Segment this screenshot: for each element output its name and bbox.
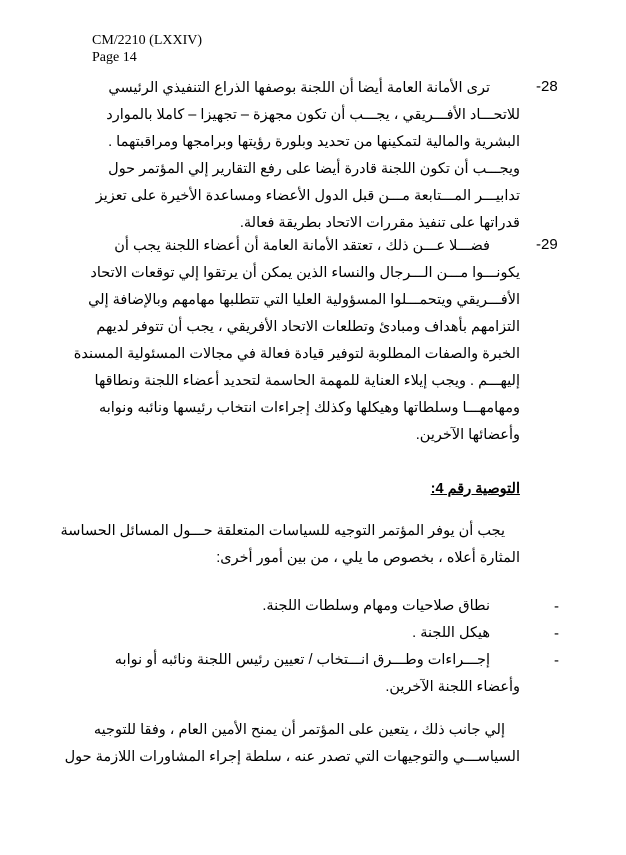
para29-line: الخبرة والصفات المطلوبة لتوفير قيادة فعالة في مجالات المسئولية المسندة <box>73 346 520 362</box>
bullet-item-continuation: وأعضاء اللجنة الآخرين. <box>385 679 520 695</box>
paragraph-number-29: -29 <box>536 236 558 253</box>
recommendation-heading: التوصية رقم 4: <box>430 481 520 497</box>
para29-line: يكونـــوا مـــن الـــرجال والنساء الذين يمكن أن يرتقوا إلي توقعات الاتحاد <box>90 265 520 281</box>
bullet-item: هيكل اللجنة . <box>412 625 490 641</box>
paragraph-number-28: -28 <box>536 78 558 95</box>
para29-line: ومهامهـــا وسلطاتها وهيكلها وكذلك إجراءات انتخاب رئيسها ونائبه ونوابه <box>98 400 520 416</box>
para28-line: للاتحـــاد الأفـــريقي ، يجـــب أن تكون مجهزة – تجهيزا – كاملا بالموارد <box>106 107 520 123</box>
document-reference: CM/2210 (LXXIV) <box>92 33 203 48</box>
recommendation-intro-line: المثارة أعلاه ، بخصوص ما يلي ، من بين أمور أخرى: <box>216 550 520 566</box>
para28-line: ترى الأمانة العامة أيضا أن اللجنة بوصفها الذراع التنفيذي الرئيسي <box>108 80 490 96</box>
closing-line: السياســـي والتوجيهات التي تصدر عنه ، سلطة إجراء المشاورات اللازمة حول <box>64 749 520 765</box>
para29-line: فضـــلا عـــن ذلك ، تعتقد الأمانة العامة أن أعضاء اللجنة يجب أن <box>114 238 490 254</box>
bullet-item: نطاق صلاحيات ومهام وسلطات اللجنة. <box>262 598 490 614</box>
para29-line: وأعضائها الآخرين. <box>415 427 520 443</box>
para29-line: إليهـــم . ويجب إيلاء العناية للمهمة الحاسمة لتحديد أعضاء اللجنة ونطاقها <box>94 373 520 389</box>
para29-line: الأفـــريقي ويتحمـــلوا المسؤولية العليا التي تتطلبها مهامهم وبالإضافة إلي <box>88 292 520 308</box>
recommendation-intro-line: يجب أن يوفر المؤتمر التوجيه للسياسات المتعلقة حـــول المسائل الحساسة <box>60 523 505 539</box>
para28-line: تدابيـــر المـــتابعة مـــن قبل الدول الأعضاء ومساعدة الأخيرة على تعزيز <box>95 188 520 204</box>
page-number: Page 14 <box>92 50 137 65</box>
para28-line: ويجـــب أن تكون اللجنة قادرة أيضا على رفع التقارير إلي المؤتمر حول <box>108 161 520 177</box>
para28-line: البشرية والمالية لتمكينها من تحديد وبلورة رؤيتها وبرامجها ومراقبتهما . <box>108 134 520 150</box>
bullet-marker: - <box>554 598 559 615</box>
bullet-item: إجـــراءات وطـــرق انـــتخاب / تعيين رئيس اللجنة ونائبه أو نوابه <box>114 652 490 668</box>
para29-line: التزامهم بأهداف ومبادئ وتطلعات الاتحاد الأفريقي ، يجب أن تتوفر لديهم <box>96 319 520 335</box>
bullet-marker: - <box>554 652 559 669</box>
closing-line: إلي جانب ذلك ، يتعين على المؤتمر أن يمنح الأمين العام ، وفقا للتوجيه <box>93 722 505 738</box>
para28-line: قدراتها على تنفيذ مقررات الاتحاد بطريقة فعالة. <box>239 215 520 231</box>
bullet-marker: - <box>554 625 559 642</box>
